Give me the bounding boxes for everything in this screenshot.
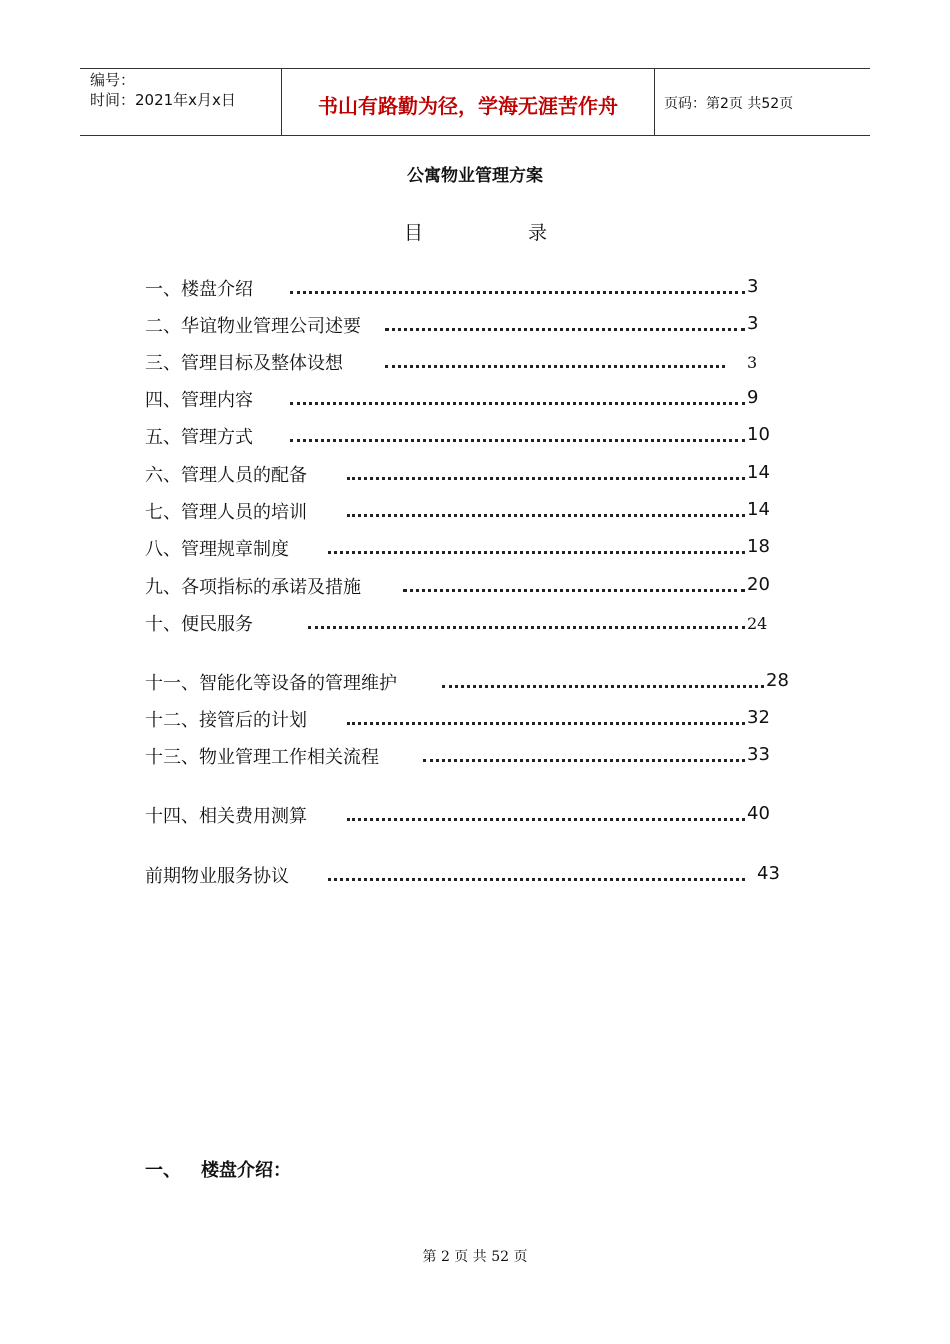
page-footer: 第 2 页 共 52 页	[422, 1249, 528, 1265]
toc-entry-label: 十三、物业管理工作相关流程	[145, 747, 379, 768]
toc-leader-dots	[347, 473, 745, 480]
header-info	[90, 70, 236, 110]
toc-entry-label: 三、管理目标及整体设想	[145, 353, 343, 374]
toc-leader-dots	[290, 435, 745, 442]
header-motto: 书山有路勤为径，学海无涯苦作舟	[318, 94, 618, 118]
document-title: 公寓物业管理方案	[407, 166, 543, 186]
toc-leader-dots	[403, 585, 745, 592]
toc-entry-page: 14	[747, 462, 770, 483]
toc-entry-label: 十二、接管后的计划	[145, 710, 307, 731]
header-divider-right	[654, 68, 655, 136]
toc-entry-label: 八、管理规章制度	[145, 539, 289, 560]
toc-entry-page: 14	[747, 499, 770, 520]
toc-entry-label: 六、管理人员的配备	[145, 465, 307, 486]
toc-entry-page: 3	[747, 276, 759, 297]
toc-entry-page: 3	[747, 353, 758, 372]
toc-leader-dots	[442, 681, 764, 688]
toc-entry-page: 33	[747, 744, 770, 765]
toc-entry-page: 20	[747, 574, 770, 595]
toc-entry-page: 43	[757, 863, 780, 884]
header-page-info: 页码：第2页 共52页	[664, 96, 794, 112]
section-number: 一、	[145, 1160, 181, 1181]
toc-entry-label: 二、华谊物业管理公司述要	[145, 316, 361, 337]
toc-heading-right: 录	[528, 222, 548, 244]
section-heading	[145, 1156, 291, 1182]
toc-leader-dots	[423, 755, 745, 762]
toc-entry-label: 十、便民服务	[145, 614, 253, 635]
toc-entry-page: 3	[747, 313, 759, 334]
header-bottom-rule	[80, 135, 870, 136]
toc-leader-dots	[347, 718, 745, 725]
toc-entry-label: 五、管理方式	[145, 427, 253, 448]
toc-entry-label: 九、各项指标的承诺及措施	[145, 577, 361, 598]
toc-entry-label: 一、楼盘介绍	[145, 279, 253, 300]
toc-entry-label: 十四、相关费用测算	[145, 806, 307, 827]
toc-entry-label: 四、管理内容	[145, 390, 253, 411]
toc-entry-page: 18	[747, 536, 770, 557]
serial-label: 编号：	[90, 71, 136, 89]
toc-leader-dots	[308, 622, 745, 629]
toc-entry-label: 前期物业服务协议	[145, 866, 289, 887]
toc-leader-dots	[328, 874, 745, 881]
toc-entry-page: 40	[747, 803, 770, 824]
toc-leader-dots	[328, 547, 745, 554]
toc-entry-page: 9	[747, 387, 759, 408]
toc-leader-dots	[385, 361, 725, 368]
toc-leader-dots	[347, 510, 745, 517]
toc-entry-page: 24	[747, 614, 768, 633]
toc-leader-dots	[385, 324, 745, 331]
date-line: 时间：2021年x月x日	[90, 91, 236, 109]
toc-entry-label: 十一、智能化等设备的管理维护	[145, 673, 397, 694]
toc-entry-page: 10	[747, 424, 770, 445]
section-title: 楼盘介绍：	[201, 1160, 291, 1181]
toc-leader-dots	[290, 398, 745, 405]
toc-entry-page: 28	[766, 670, 789, 691]
toc-leader-dots	[347, 814, 745, 821]
toc-entry-label: 七、管理人员的培训	[145, 502, 307, 523]
toc-leader-dots	[290, 287, 745, 294]
toc-entry-page: 32	[747, 707, 770, 728]
header-top-rule	[80, 68, 870, 69]
toc-heading-left: 目	[404, 222, 424, 244]
